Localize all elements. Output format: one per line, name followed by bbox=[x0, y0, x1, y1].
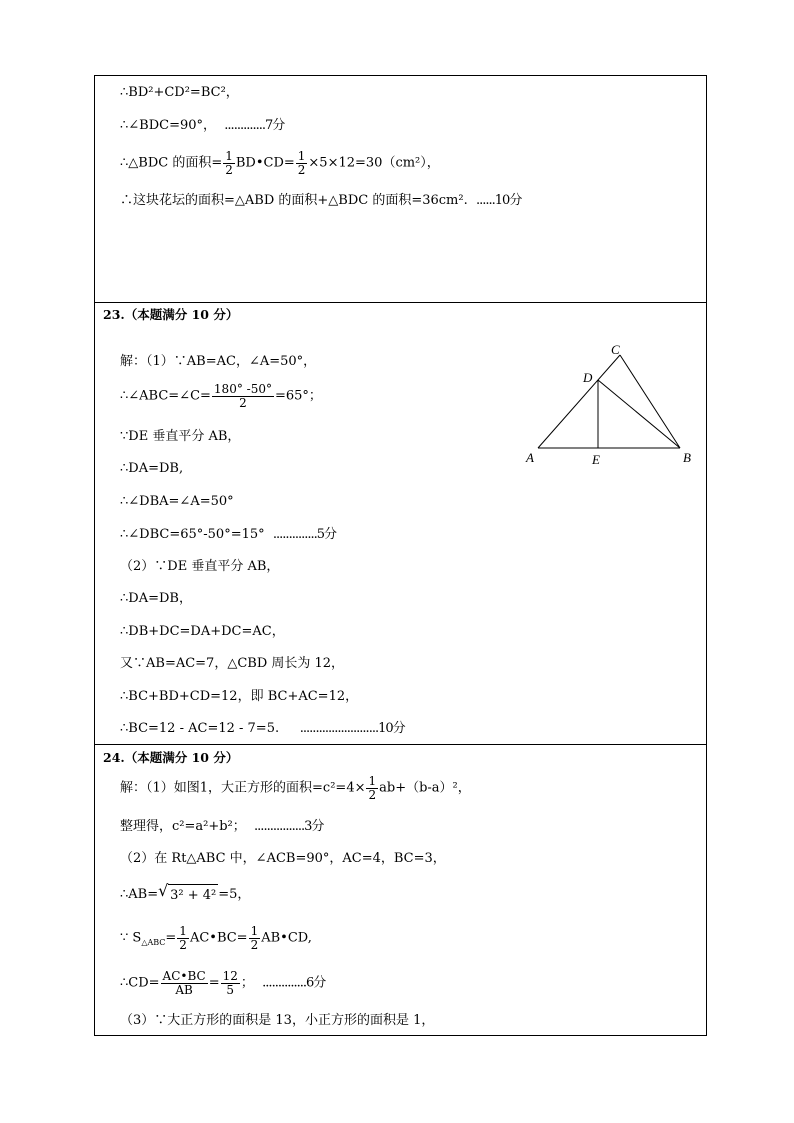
segment-db bbox=[598, 380, 680, 448]
q24-line-7: （3）∵大正方形的面积是 13，小正方形的面积是 1， bbox=[120, 1013, 435, 1028]
q23-line-3: ∵DE 垂直平分 AB， bbox=[120, 429, 241, 444]
fraction: $\frac{1}{2}$ bbox=[368, 774, 377, 802]
fraction: $\frac{180^\circ -50^\circ}{2}$ bbox=[213, 382, 272, 410]
q24-header: 24.（本题满分 10 分） bbox=[103, 750, 239, 765]
label-c: C bbox=[611, 342, 620, 357]
label-b: B bbox=[683, 450, 691, 465]
q24-line-2: 整理得，c²=a²+b²； ................3分 bbox=[120, 819, 324, 834]
q23-header: 23.（本题满分 10 分） bbox=[103, 307, 239, 322]
q23-line-12: ∴BC=12 - AC=12 - 7=5. .........................10分 bbox=[120, 721, 405, 736]
s22-line-1: ∴BD²+CD²=BC²， bbox=[120, 85, 239, 100]
q24-line-1: 解：（1）如图1，大正方形的面积=c²=4× $\frac{1}{2}$ ab+（b-a）²， bbox=[120, 774, 471, 802]
q23-line-9: ∴DB+DC=DA+DC=AC， bbox=[120, 624, 285, 639]
square-root: √ 3² + 4² bbox=[158, 881, 217, 903]
q24-line-3: （2）在 Rt△ABC 中，∠ACB=90°，AC=4，BC=3， bbox=[120, 851, 446, 866]
s22-line-4: ∴这块花坛的面积=△ABD 的面积+△BDC 的面积=36cm². ......10分 bbox=[120, 193, 522, 208]
segment-ac bbox=[538, 355, 620, 448]
triangle-figure bbox=[520, 340, 700, 470]
q23-line-4: ∴DA=DB, bbox=[120, 461, 184, 476]
q23-line-5: ∴∠DBA=∠A=50° bbox=[120, 494, 234, 509]
row-divider-1 bbox=[94, 302, 707, 303]
fraction: $\frac{12}{5}$ bbox=[222, 969, 238, 997]
fraction: $\frac{1}{2}$ bbox=[250, 924, 259, 952]
q23-line-8: ∴DA=DB， bbox=[120, 591, 192, 606]
q23-line-11: ∴BC+BD+CD=12，即 BC+AC=12， bbox=[120, 689, 359, 704]
label-a: A bbox=[526, 450, 534, 465]
s22-line-2: ∴∠BDC=90°， .............7分 bbox=[120, 118, 285, 133]
label-e: E bbox=[592, 452, 600, 467]
fraction: $\frac{1}{2}$ bbox=[225, 149, 233, 177]
row-divider-2 bbox=[94, 744, 707, 745]
q24-line-5: ∵ $S_{\triangle ABC}=$ $\frac{1}{2}$ AC•BC= $\frac{1}{2}$ AB•CD, bbox=[120, 924, 312, 952]
q23-line-1: 解：（1）∵AB=AC，∠A=50°， bbox=[120, 354, 317, 369]
label-d: D bbox=[583, 370, 593, 385]
fraction: $\frac{1}{2}$ bbox=[179, 924, 187, 952]
fraction: $\frac{AC•BC}{AB}$ bbox=[162, 969, 206, 997]
fraction: $\frac{1}{2}$ bbox=[297, 149, 306, 177]
s22-line-3: ∴△BDC 的面积= $\frac{1}{2}$ BD•CD= $\frac{1}{2}$ ×5×12=30（cm²）， bbox=[120, 149, 440, 177]
q24-line-4: ∴AB= √ 3² + 4² =5， bbox=[120, 881, 251, 903]
q23-line-7: （2）∵DE 垂直平分 AB， bbox=[120, 559, 280, 574]
q23-line-2: ∴∠ABC=∠C= $\frac{180^\circ -50^\circ}{2}$ =65°； bbox=[120, 382, 322, 410]
q23-line-10: 又∵AB=AC=7，△CBD 周长为 12， bbox=[120, 656, 345, 671]
segment-cb bbox=[620, 355, 680, 448]
q23-line-6: ∴∠DBC=65°-50°=15° ..............5分 bbox=[120, 527, 337, 542]
q24-line-6: ∴CD= $\frac{AC•BC}{AB}$ = $\frac{12}{5}$ ； ..............6分 bbox=[120, 969, 326, 997]
